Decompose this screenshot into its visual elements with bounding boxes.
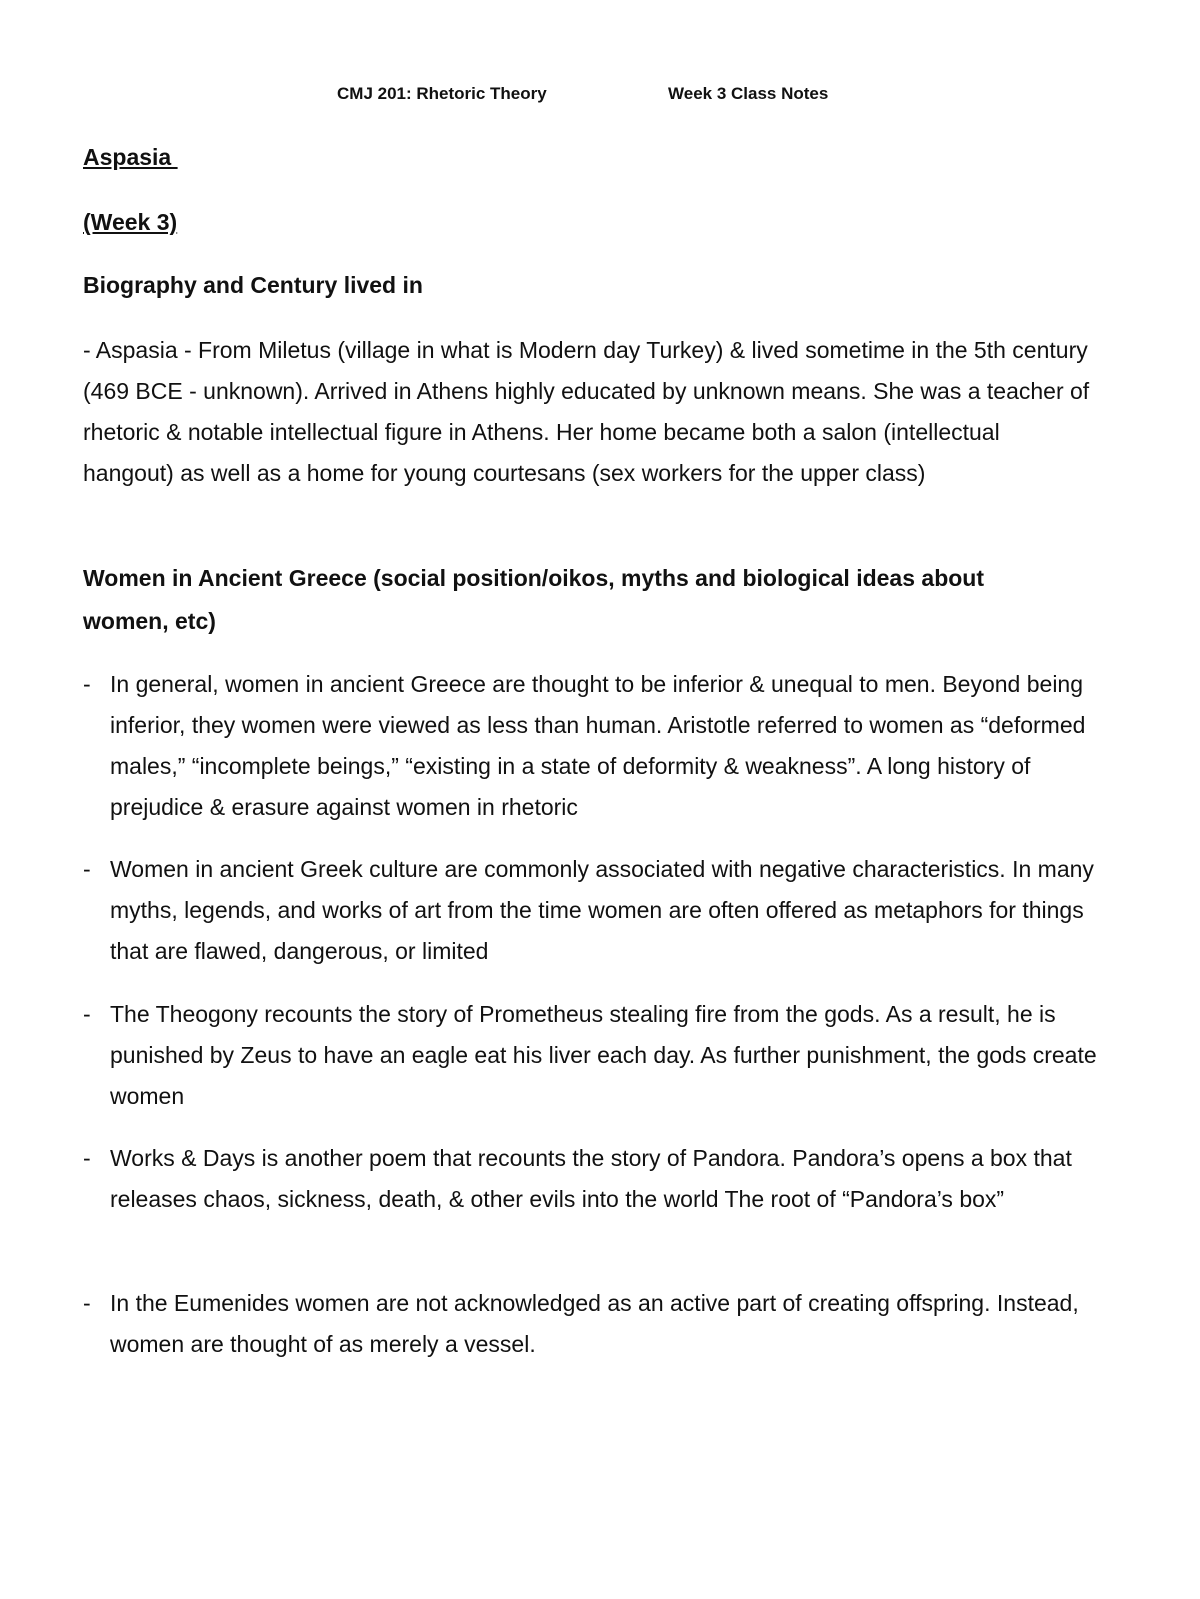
bio-paragraph: - Aspasia - From Miletus (village in what is Modern day Turkey) & lived sometime in the 5th century (469 BCE - unknown). Arrived in Athens highly educated by unknown means. She was a teacher of rhetoric & notable intellectual figure in Athens. Her home became both a salon (intellectual hangout) as well as a home for young courtesans (sex workers for the upper class) (83, 337, 1090, 486)
document-title: Aspasia (83, 144, 178, 170)
bullet-dash: - (83, 671, 91, 697)
women-heading: Women in Ancient Greece (social position/oikos, myths and biological ideas about women, etc) (83, 565, 984, 634)
bullet-text: Works & Days is another poem that recounts the story of Pandora. Pandora’s opens a box that releases chaos, sickness, death, & other evils into the world The root of “Pandora’s box” (110, 1145, 1072, 1212)
bullet-text: In general, women in ancient Greece are thought to be inferior & unequal to men. Beyond being inferior, they women were viewed as less than human. Aristotle referred to women as “deformed males,” “incomplete beings,” “existing in a state of deformity & weakness”. A long history of prejudice & erasure against women in rhetoric (110, 671, 1086, 820)
bullet-dash: - (83, 1145, 91, 1171)
bullet-text: Women in ancient Greek culture are commonly associated with negative characteristics. In many myths, legends, and works of art from the time women are often offered as metaphors for things that are flawed, dangerous, or limited (110, 856, 1094, 964)
list-item (83, 664, 1113, 828)
bullet-dash: - (83, 1290, 91, 1316)
list-item (83, 1283, 1113, 1365)
bullet-dash: - (83, 1001, 91, 1027)
bullet-text: The Theogony recounts the story of Prometheus stealing fire from the gods. As a result, he is punished by Zeus to have an eagle eat his liver each day. As further punishment, the gods create women (110, 1001, 1097, 1109)
list-item (83, 849, 1113, 972)
bullet-text: In the Eumenides women are not acknowledged as an active part of creating offspring. Instead, women are thought of as merely a vessel. (110, 1290, 1079, 1357)
page-header (0, 84, 1200, 108)
bullet-dash: - (83, 856, 91, 882)
list-item (83, 994, 1113, 1117)
list-item (83, 1138, 1113, 1220)
notes-title: Week 3 Class Notes (668, 84, 829, 103)
bio-heading: Biography and Century lived in (83, 272, 423, 298)
course-title: CMJ 201: Rhetoric Theory (337, 84, 547, 103)
week-label: (Week 3) (83, 209, 178, 235)
